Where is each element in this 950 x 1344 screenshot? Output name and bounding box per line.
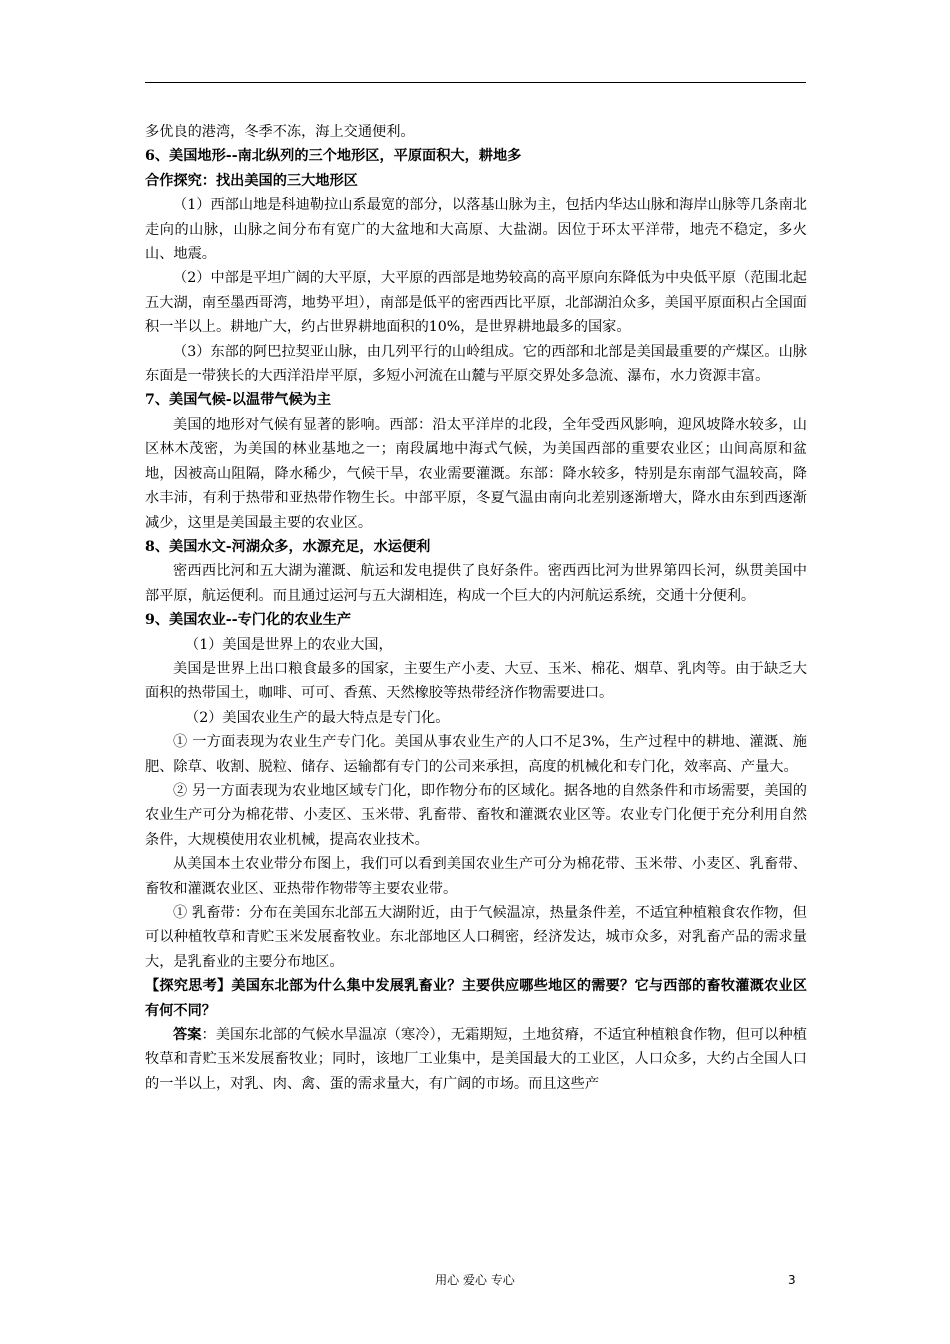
paragraph: ① 一方面表现为农业生产专门化。美国从事农业生产的人口不足3%，生产过程中的耕地、灌溉、施肥、除草、收割、脱粒、储存、运输都有专门的公司来承担，高度的机械化和专门化，效率高、产量大。 — [145, 734, 807, 775]
paragraph: 美国是世界上出口粮食最多的国家，主要生产小麦、大豆、玉米、棉花、烟草、乳肉等。由于缺乏大面积的热带国土，咖啡、可可、香蕉、天然橡胶等热带经济作物需要进口。 — [145, 660, 807, 702]
header-rule — [145, 82, 806, 83]
paragraph: ② 另一方面表现为农业地区域专门化，即作物分布的区域化。据各地的自然条件和市场需要，美国的农业生产可分为棉花带、小麦区、玉米带、乳畜带、畜牧和灌溉农业区等。农业专门化便于充分利用自然条件，大规模使用农业机械，提高农业技术。 — [145, 782, 807, 848]
paragraph: （3）东部的阿巴拉契亚山脉，由几列平行的山岭组成。它的西部和北部是美国最重要的产煤区。山脉东面是一带狭长的大西洋沿岸平原，多短小河流在山麓与平原交界处多急流、瀑布，水力资源丰富。 — [145, 343, 807, 385]
cooperative-inquiry-heading: 合作探究：找出美国的三大地形区 — [145, 172, 358, 189]
paragraph: ① 乳畜带：分布在美国东北部五大湖附近，由于气候温凉，热量条件差，不适宜种植粮食农作物，但可以种植牧草和青贮玉米发展畜牧业。东北部地区人口稠密，经济发达，城市众多，对乳畜产品的需求量大，是乳畜业的主要分布地区。 — [145, 905, 807, 970]
paragraph: 从美国本土农业带分布图上，我们可以看到美国农业生产可分为棉花带、玉米带、小麦区、乳畜带、畜牧和灌溉农业区、亚热带作物带等主要农业带。 — [145, 856, 807, 897]
paragraph: 美国的地形对气候有显著的影响。西部：沿太平洋岸的北段，全年受西风影响，迎风坡降水较多，山区林木茂密，为美国的林业基地之一；南段属地中海式气候，为美国西部的重要农业区；山间高原和盆地，因被高山阻隔，降水稀少，气候干旱，农业需要灌溉。东部：降水较多，特别是东南部气温较高，降水丰沛，有利于热带和亚热带作物生长。中部平原，冬夏气温由南向北差别逐渐增大，降水由东到西逐渐减少，这里是美国最主要的农业区。 — [145, 416, 807, 531]
section-heading-8: 8、美国水文-河湖众多，水源充足，水运便利 — [145, 538, 431, 555]
paragraph: 密西西比河和五大湖为灌溉、航运和发电提供了良好条件。密西西比河为世界第四长河，纵贯美国中部平原，航运便利。而且通过运河与五大湖相连，构成一个巨大的内河航运系统，交通十分便利。 — [145, 563, 807, 604]
page-number: 3 — [788, 1273, 796, 1287]
document-body — [145, 120, 807, 1096]
section-heading-6: 6、美国地形--南北纵列的三个地形区，平原面积大，耕地多 — [145, 148, 522, 165]
answer-paragraph — [145, 1023, 807, 1096]
paragraph: 多优良的港湾，冬季不冻，海上交通便利。 — [145, 124, 415, 140]
paragraph: （1）西部山地是科迪勒拉山系最宽的部分，以落基山脉为主，包括内华达山脉和海岸山脉等几条南北走向的山脉，山脉之间分布有宽广的大盆地和大高原、大盐湖。因位于环太平洋带，地壳不稳定，多火山、地震。 — [145, 197, 807, 263]
footer-text: 用心 爱心 专心 — [435, 1273, 515, 1287]
paragraph: （1）美国是世界上的农业大国， — [185, 636, 393, 653]
paragraph: （2）中部是平坦广阔的大平原，大平原的西部是地势较高的高平原向东降低为中央低平原（范围北起五大湖，南至墨西哥湾，地势平坦），南部是低平的密西西比平原，北部湖泊众多，美国平原面积占全国面积一半以上。耕地广大，约占世界耕地面积的10%，是世界耕地最多的国家。 — [145, 270, 807, 336]
paragraph: （2）美国农业生产的最大特点是专门化。 — [185, 709, 450, 726]
section-heading-9: 9、美国农业--专门化的农业生产 — [145, 612, 352, 629]
answer-text: ：美国东北部的气候水旱温凉（寒冷），无霜期短，土地贫瘠，不适宜种植粮食作物，但可以种植牧草和青贮玉米发展畜牧业；同时，该地厂工业集中，是美国最大的工业区，人口众多，大约占全国人口的一半以上，对乳、肉、禽、蛋的需求量大，有广阔的市场。而且这些产 — [145, 1027, 807, 1092]
section-heading-7: 7、美国气候-以温带气候为主 — [145, 392, 332, 409]
answer-label: 答案 — [173, 1027, 202, 1044]
inquiry-question: 【探究思考】美国东北部为什么集中发展乳畜业？主要供应哪些地区的需要？它与西部的畜牧灌溉农业区有何不同？ — [145, 978, 807, 1019]
